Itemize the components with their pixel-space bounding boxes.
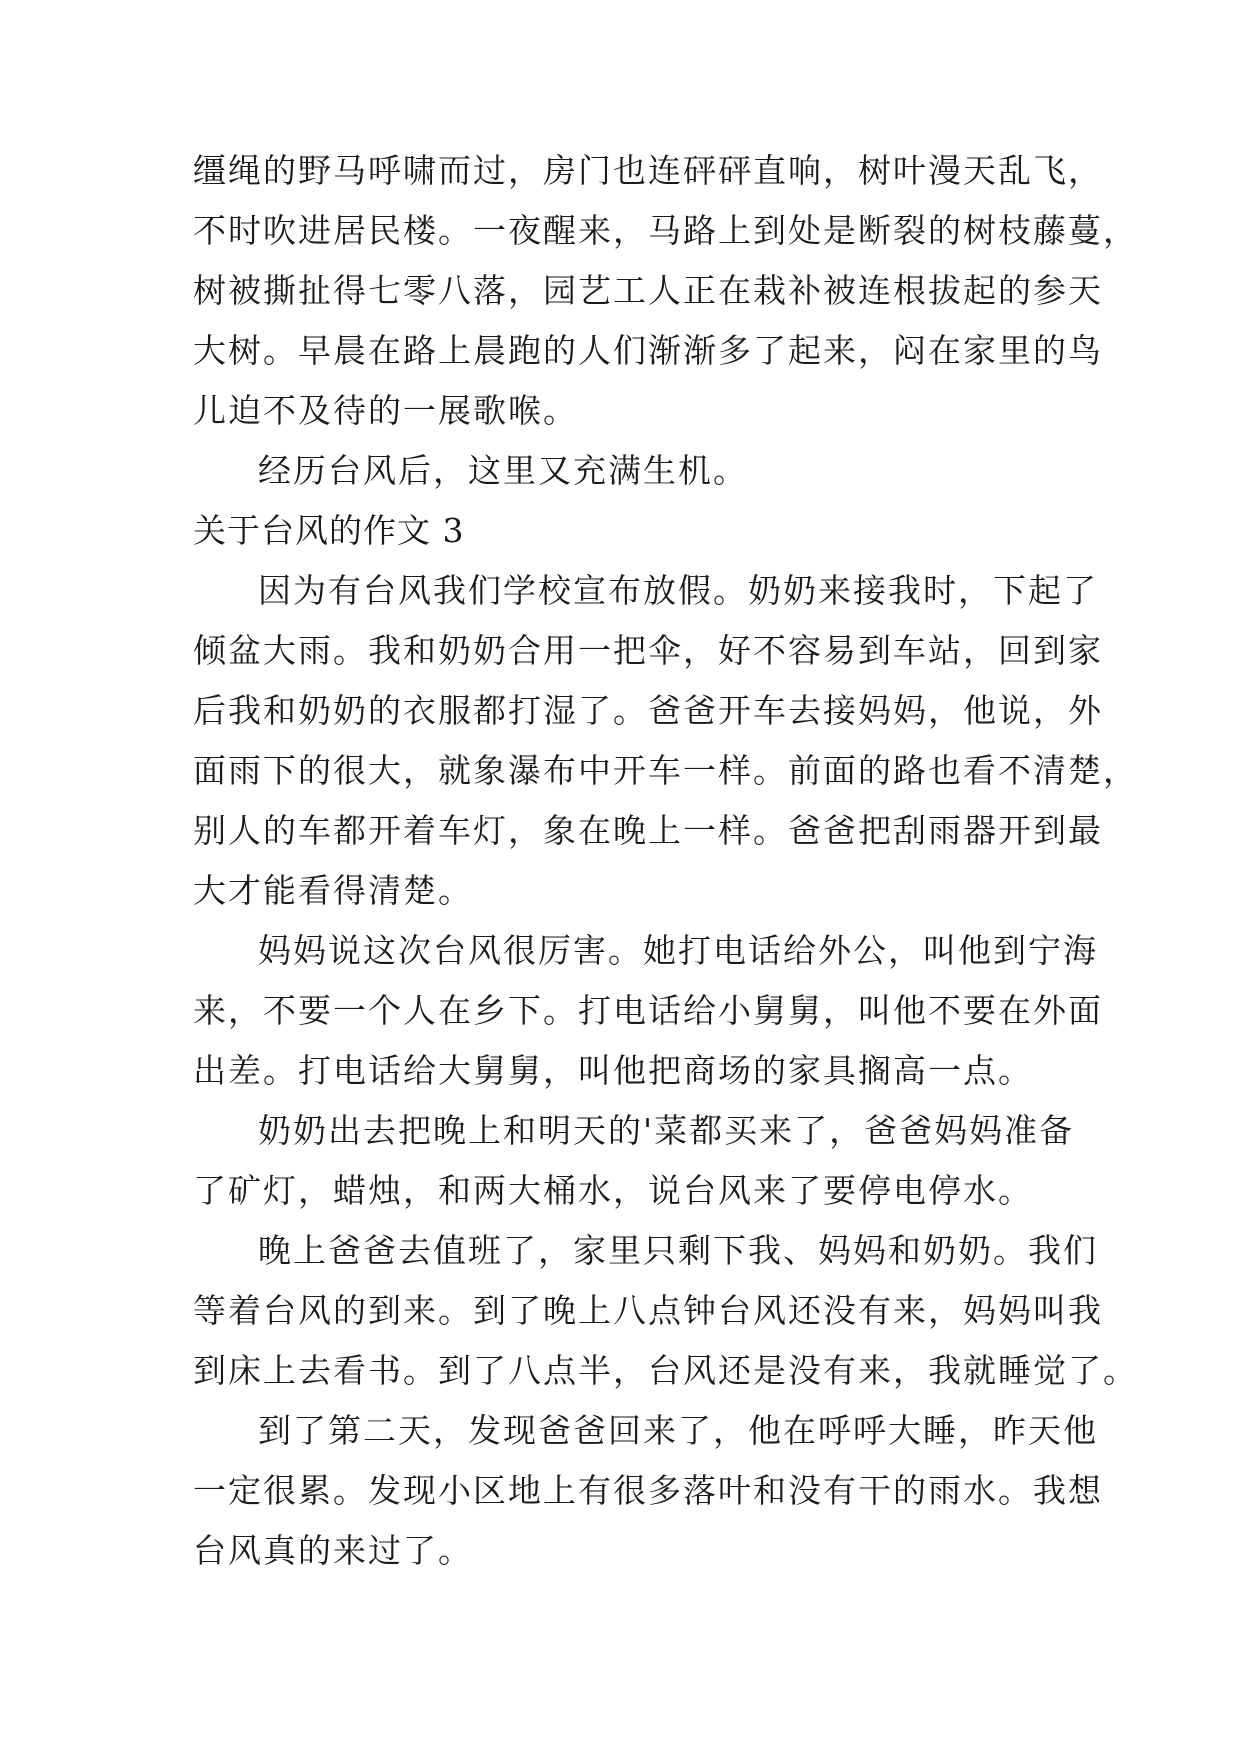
paragraph-line: 台风真的来过了。 (193, 1531, 473, 1570)
paragraph-line: 缰绳的野马呼啸而过，房门也连砰砰直响，树叶漫天乱飞， (193, 151, 1103, 190)
paragraph-line: 到了第二天，发现爸爸回来了，他在呼呼大睡，昨天他 (258, 1411, 1098, 1450)
essay-heading: 关于台风的作文 3 (193, 511, 465, 550)
paragraph-line: 儿迫不及待的一展歌喉。 (193, 391, 578, 430)
paragraph-line: 妈妈说这次台风很厉害。她打电话给外公，叫他到宁海 (258, 931, 1098, 970)
paragraph-line: 因为有台风我们学校宣布放假。奶奶来接我时，下起了 (258, 571, 1098, 610)
paragraph-line: 经历台风后，这里又充满生机。 (258, 451, 748, 490)
paragraph-line: 了矿灯，蜡烛，和两大桶水，说台风来了要停电停水。 (193, 1171, 1033, 1210)
paragraph-line: 树被撕扯得七零八落，园艺工人正在栽补被连根拔起的参天 (193, 271, 1103, 310)
paragraph-line: 后我和奶奶的衣服都打湿了。爸爸开车去接妈妈，他说，外 (193, 691, 1103, 730)
paragraph-line: 不时吹进居民楼。一夜醒来，马路上到处是断裂的树枝藤蔓， (193, 211, 1138, 250)
paragraph-line: 奶奶出去把晚上和明天的'菜都买来了，爸爸妈妈准备 (258, 1111, 1075, 1150)
paragraph-line: 一定很累。发现小区地上有很多落叶和没有干的雨水。我想 (193, 1471, 1103, 1510)
paragraph-line: 出差。打电话给大舅舅，叫他把商场的家具搁高一点。 (193, 1051, 1033, 1090)
paragraph-line: 别人的车都开着车灯，象在晚上一样。爸爸把刮雨器开到最 (193, 811, 1103, 850)
paragraph-line: 等着台风的到来。到了晚上八点钟台风还没有来，妈妈叫我 (193, 1291, 1103, 1330)
paragraph-line: 倾盆大雨。我和奶奶合用一把伞，好不容易到车站，回到家 (193, 631, 1103, 670)
paragraph-line: 大才能看得清楚。 (193, 871, 473, 910)
paragraph-line: 晚上爸爸去值班了，家里只剩下我、妈妈和奶奶。我们 (258, 1231, 1098, 1270)
paragraph-line: 到床上去看书。到了八点半，台风还是没有来，我就睡觉了。 (193, 1351, 1138, 1390)
paragraph-line: 来，不要一个人在乡下。打电话给小舅舅，叫他不要在外面 (193, 991, 1103, 1030)
paragraph-line: 大树。早晨在路上晨跑的人们渐渐多了起来，闷在家里的鸟 (193, 331, 1103, 370)
paragraph-line: 面雨下的很大，就象瀑布中开车一样。前面的路也看不清楚， (193, 751, 1138, 790)
